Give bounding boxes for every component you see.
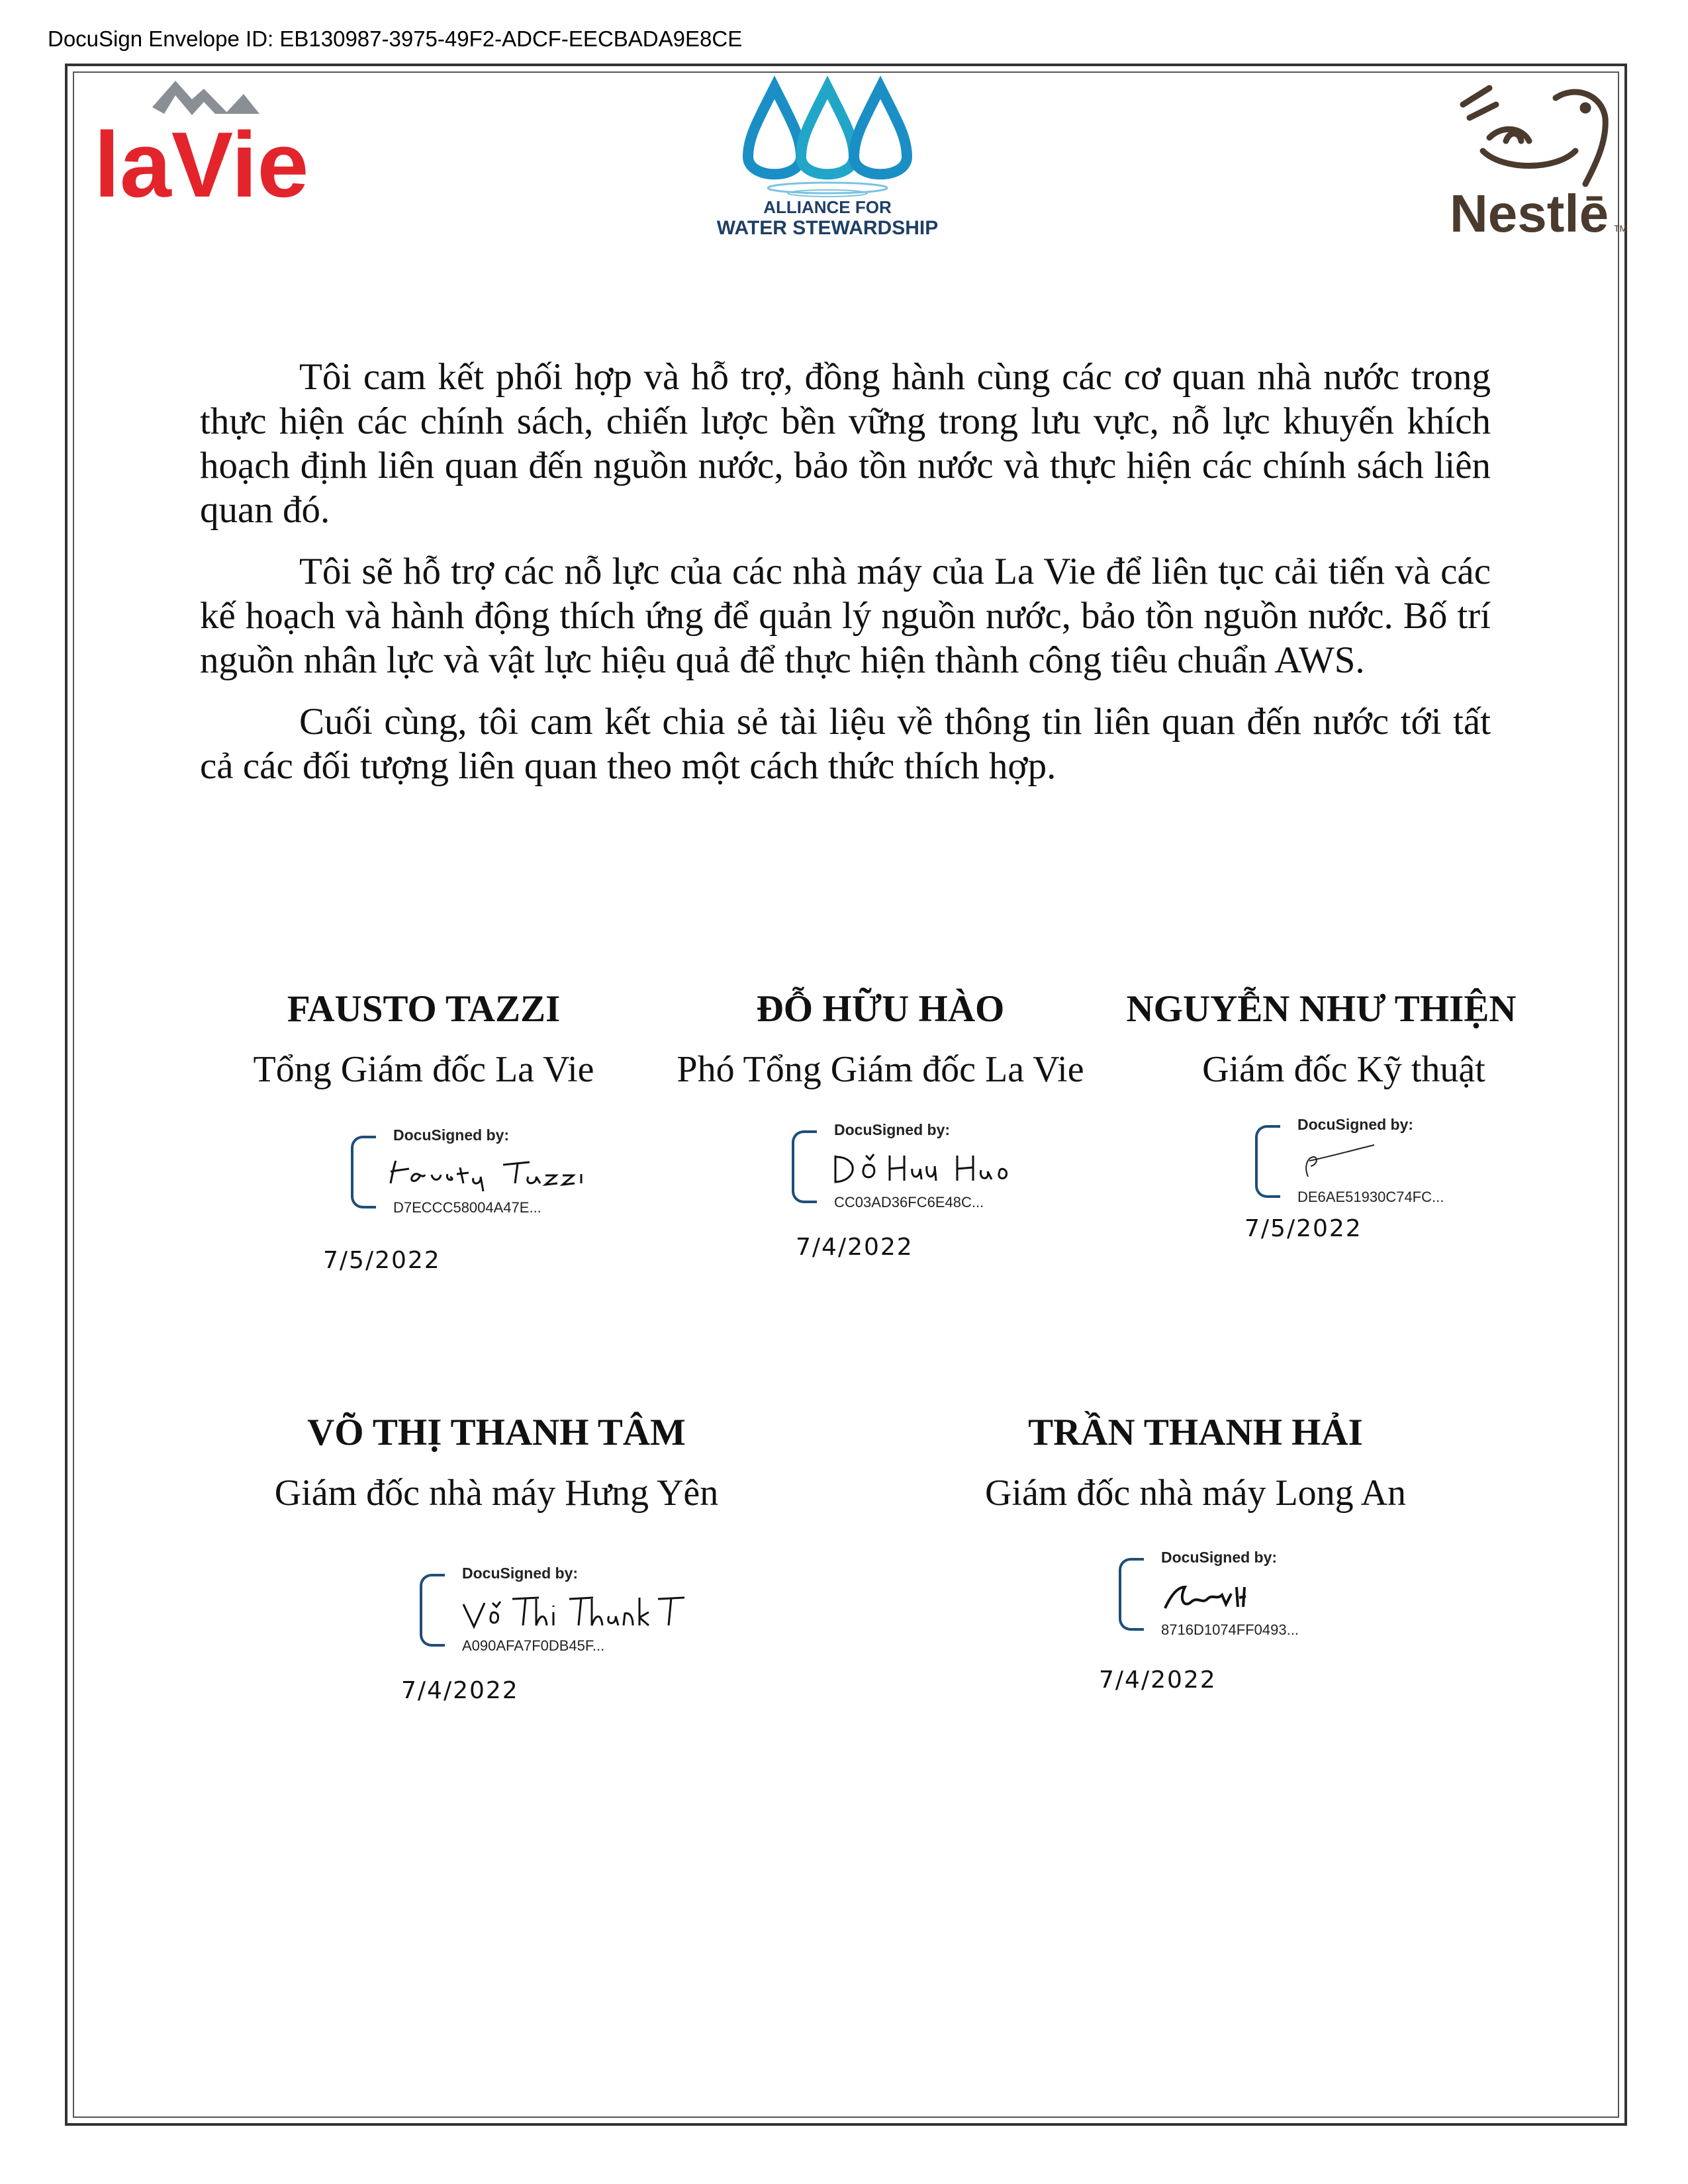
nestle-nest-icon [1463, 88, 1605, 184]
signatory-4-docusign-block [420, 1565, 698, 1657]
paragraph-1: Tôi cam kết phối hợp và hỗ trợ, đồng hành cùng các cơ quan nhà nước trong thực hiện các chính sách, chiến lược bền vững trong lưu vực, nỗ lực khuyến khích hoạch định liên quan đến nguồn nước, bảo tồn nước và thực hiện các chính sách liên quan đó. [200, 356, 1491, 531]
lavie-logo [93, 74, 331, 216]
signatory-1-signature [371, 1145, 622, 1198]
signatory-1-title: Tổng Giám đốc La Vie [253, 1049, 594, 1090]
docusigned-by-label: DocuSigned by: [834, 1121, 951, 1138]
signatory-4-date: 7/4/2022 [401, 1677, 519, 1704]
signatory-1-date: 7/5/2022 [323, 1247, 441, 1274]
lavie-logo-text: laVie [94, 113, 309, 216]
signatory-2-date: 7/4/2022 [796, 1234, 914, 1261]
paragraph-3: Cuối cùng, tôi cam kết chia sẻ tài liệu về thông tin liên quan đến nước tới tất cả các đối tượng liên quan theo một cách thức thích hợp. [200, 701, 1491, 787]
aws-logo [716, 74, 939, 240]
signer-id: 8716D1074FF0493... [1161, 1621, 1299, 1638]
signatory-5-date: 7/4/2022 [1099, 1666, 1217, 1694]
commitment-text [200, 355, 1491, 805]
signatory-1-docusign-block [351, 1126, 629, 1219]
signatory-3-title: Giám đốc Kỹ thuật [1202, 1049, 1485, 1090]
aws-logo-line1: ALLIANCE FOR [763, 197, 892, 217]
docusigned-by-label: DocuSigned by: [393, 1126, 510, 1144]
signatory-5-signature [1139, 1567, 1390, 1620]
signatory-3-docusign-block [1255, 1116, 1533, 1208]
signatory-3-name: NGUYỄN NHƯ THIỆN [1126, 988, 1517, 1030]
signatory-3-signature [1275, 1134, 1526, 1187]
signatory-5-docusign-block [1119, 1549, 1397, 1641]
nestle-logo-tm: TM [1614, 223, 1628, 234]
signatory-5-title: Giám đốc nhà máy Long An [984, 1473, 1407, 1514]
signatory-3-date: 7/5/2022 [1244, 1215, 1362, 1242]
docusigned-by-label: DocuSigned by: [462, 1565, 579, 1582]
signatory-1-name: FAUSTO TAZZI [287, 988, 561, 1030]
signatory-2-name: ĐỖ HỮU HÀO [756, 988, 1005, 1030]
signatory-2-title: Phó Tổng Giám đốc La Vie [677, 1049, 1084, 1090]
aws-logo-line2: WATER STEWARDSHIP [716, 217, 939, 239]
paragraph-2: Tôi sẽ hỗ trợ các nỗ lực của các nhà máy của La Vie để liên tục cải tiến và các kế hoạch và hành động thích ứng để quản lý nguồn nước, bảo tồn nguồn nước. Bố trí nguồn nhân lực và vật lực hiệu quả để thực hiện thành công tiêu chuẩn AWS. [200, 551, 1491, 681]
signatory-4-name: VÕ THỊ THANH TÂM [307, 1412, 686, 1453]
signatory-4-title: Giám đốc nhà máy Hưng Yên [274, 1473, 719, 1514]
signer-id: A090AFA7F0DB45F... [462, 1637, 605, 1654]
docusigned-by-label: DocuSigned by: [1161, 1549, 1278, 1566]
nestle-logo-text: Nestlē [1450, 184, 1609, 243]
docusigned-by-label: DocuSigned by: [1297, 1116, 1414, 1133]
signatory-5-name: TRẦN THANH HẢI [1028, 1412, 1363, 1453]
signer-id: DE6AE51930C74FC... [1297, 1189, 1444, 1205]
docusign-envelope-id: DocuSign Envelope ID: EB130987-3975-49F2-ADCF-EECBADA9E8CE [48, 26, 743, 51]
nestle-logo [1443, 78, 1628, 244]
signatory-2-docusign-block [792, 1121, 1070, 1214]
signer-id: D7ECCC58004A47E... [393, 1199, 541, 1216]
signatory-2-signature [812, 1140, 1063, 1193]
signer-id: CC03AD36FC6E48C... [834, 1194, 984, 1210]
signatory-4-signature [440, 1583, 691, 1636]
